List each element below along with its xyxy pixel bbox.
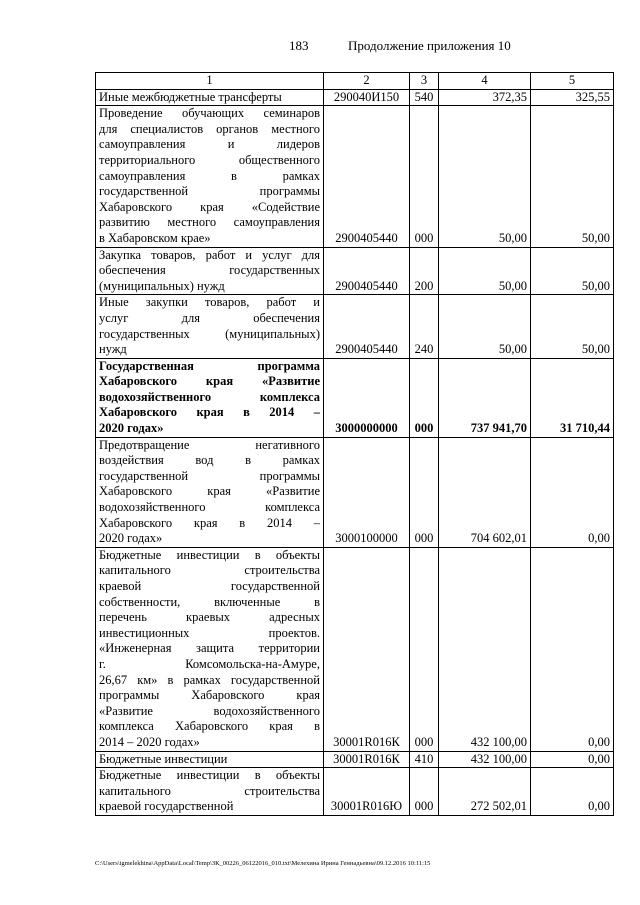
amount-col5-cell: 0,00 bbox=[531, 437, 614, 547]
amount-col5-cell: 50,00 bbox=[531, 247, 614, 295]
amount-col5-cell: 0,00 bbox=[531, 768, 614, 816]
row-name-line: Иные межбюджетные трансферты bbox=[99, 89, 282, 104]
row-name-line: Бюджетные инвестиции в объекты bbox=[99, 768, 320, 783]
row-name-line: государственной программы bbox=[99, 184, 320, 199]
target-item-code-cell: 30001R016К bbox=[324, 751, 410, 768]
row-name-line: Иные закупки товаров, работ и bbox=[99, 295, 320, 310]
row-name-line: (муниципальных) нужд bbox=[99, 278, 225, 293]
amount-col4-cell: 432 100,00 bbox=[439, 751, 531, 768]
row-name-line: г. Комсомольска-на-Амуре, bbox=[99, 656, 320, 671]
expense-type-cell: 000 bbox=[410, 437, 439, 547]
row-name-line: краевой государственной bbox=[99, 579, 320, 593]
table-row bbox=[96, 295, 614, 358]
amount-col5-cell: 50,00 bbox=[531, 106, 614, 247]
row-name-cell bbox=[96, 106, 324, 247]
expense-type-cell: 540 bbox=[410, 89, 439, 106]
column-header: 1 bbox=[96, 73, 324, 90]
row-name-line: Хабаровского края «Развитие bbox=[99, 374, 320, 389]
table-row bbox=[96, 751, 614, 768]
row-name-line: 2020 годах» bbox=[99, 531, 163, 546]
row-name-line: территориального общественного bbox=[99, 152, 320, 167]
target-item-code-cell: 30001R016К bbox=[324, 547, 410, 751]
row-name-line: нужд bbox=[99, 342, 127, 357]
table-row bbox=[96, 106, 614, 247]
row-name-line: Бюджетные инвестиции bbox=[99, 751, 228, 766]
table-row bbox=[96, 247, 614, 295]
table-row bbox=[96, 358, 614, 437]
row-name-line: комплекса Хабаровского края в bbox=[99, 719, 320, 734]
table-row bbox=[96, 437, 614, 547]
row-name-line: 2020 годах» bbox=[99, 421, 164, 436]
target-item-code-cell: 290040И150 bbox=[324, 89, 410, 106]
row-name-cell bbox=[96, 547, 324, 751]
target-item-code-cell: 3000000000 bbox=[324, 358, 410, 437]
row-name-line: в Хабаровском крае» bbox=[99, 230, 211, 245]
row-name-line: Бюджетные инвестиции в объекты bbox=[99, 547, 320, 562]
expense-type-cell: 000 bbox=[410, 358, 439, 437]
row-name-line: капитального строительства bbox=[99, 783, 320, 798]
amount-col4-cell: 372,35 bbox=[439, 89, 531, 106]
amount-col5-cell: 0,00 bbox=[531, 751, 614, 768]
row-name-cell bbox=[96, 437, 324, 547]
row-name-line: воздействия вод в рамках bbox=[99, 453, 320, 468]
row-name-line: Проведение обучающих семинаров bbox=[99, 106, 320, 121]
table-row bbox=[96, 768, 614, 816]
amount-col4-cell: 50,00 bbox=[439, 247, 531, 295]
row-name-line: капитального строительства bbox=[99, 563, 320, 578]
row-name-line: самоуправления и лидеров bbox=[99, 137, 320, 152]
budget-table bbox=[95, 72, 614, 816]
expense-type-cell: 000 bbox=[410, 547, 439, 751]
amount-col5-cell: 50,00 bbox=[531, 295, 614, 358]
row-name-line: для специалистов органов местного bbox=[99, 121, 320, 136]
row-name-line: Хабаровского края в 2014 – bbox=[99, 515, 320, 530]
amount-col5-cell: 31 710,44 bbox=[531, 358, 614, 437]
amount-col4-cell: 432 100,00 bbox=[439, 547, 531, 751]
amount-col4-cell: 50,00 bbox=[439, 295, 531, 358]
page-number: 183 bbox=[289, 38, 309, 53]
file-path-footer: C:\Users\igmelekhina\AppData\Local\Temp\ЗК_00226_06122016_010.txt\Мелехина Ирина Геннадьевна\09.12.2016 10:11:15 bbox=[95, 860, 431, 867]
row-name-line: государственных (муниципальных) bbox=[99, 326, 320, 341]
row-name-cell bbox=[96, 751, 324, 768]
target-item-code-cell: 2900405440 bbox=[324, 106, 410, 247]
column-header: 2 bbox=[324, 73, 410, 90]
amount-col4-cell: 272 502,01 bbox=[439, 768, 531, 816]
row-name-cell bbox=[96, 89, 324, 106]
row-name-line: перечень краевых адресных bbox=[99, 610, 320, 625]
column-header: 5 bbox=[531, 73, 614, 90]
expense-type-cell: 200 bbox=[410, 247, 439, 295]
row-name-line: Предотвращение негативного bbox=[99, 437, 320, 452]
row-name-cell bbox=[96, 295, 324, 358]
target-item-code-cell: 2900405440 bbox=[324, 247, 410, 295]
row-name-line: 26,67 км» в рамках государственной bbox=[99, 672, 320, 687]
row-name-line: Хабаровского края в 2014 – bbox=[99, 405, 320, 420]
expense-type-cell: 000 bbox=[410, 106, 439, 247]
column-header: 4 bbox=[439, 73, 531, 90]
amount-col5-cell: 325,55 bbox=[531, 89, 614, 106]
amount-col4-cell: 50,00 bbox=[439, 106, 531, 247]
row-name-line: обеспечения государственных bbox=[99, 263, 320, 278]
target-item-code-cell: 30001R016Ю bbox=[324, 768, 410, 816]
row-name-line: Хабаровского края «Развитие bbox=[99, 484, 320, 499]
row-name-line: услуг для обеспечения bbox=[99, 310, 320, 325]
row-name-line: развитию местного самоуправления bbox=[99, 215, 320, 230]
row-name-line: водохозяйственного комплекса bbox=[99, 500, 320, 515]
expense-type-cell: 000 bbox=[410, 768, 439, 816]
row-name-cell bbox=[96, 768, 324, 816]
amount-col5-cell: 0,00 bbox=[531, 547, 614, 751]
row-name-cell bbox=[96, 358, 324, 437]
target-item-code-cell: 3000100000 bbox=[324, 437, 410, 547]
row-name-line: Государственная программа bbox=[99, 358, 320, 373]
continuation-title: Продолжение приложения 10 bbox=[348, 38, 511, 53]
row-name-line: 2014 – 2020 годах» bbox=[99, 734, 200, 749]
amount-col4-cell: 704 602,01 bbox=[439, 437, 531, 547]
row-name-line: «Развитие водохозяйственного bbox=[99, 703, 320, 718]
row-name-cell bbox=[96, 247, 324, 295]
row-name-line: водохозяйственного комплекса bbox=[99, 389, 320, 404]
row-name-line: государственной программы bbox=[99, 468, 320, 483]
row-name-line: программы Хабаровского края bbox=[99, 688, 320, 703]
table-row bbox=[96, 547, 614, 751]
table-row bbox=[96, 89, 614, 106]
budget-table-body bbox=[96, 73, 614, 816]
row-name-line: собственности, включенные в bbox=[99, 594, 320, 609]
row-name-line: самоуправления в рамках bbox=[99, 168, 320, 183]
row-name-line: краевой государственной bbox=[99, 799, 234, 814]
amount-col4-cell: 737 941,70 bbox=[439, 358, 531, 437]
expense-type-cell: 410 bbox=[410, 751, 439, 768]
table-header-row bbox=[96, 73, 614, 90]
row-name-line: «Инженерная защита территории bbox=[99, 641, 320, 656]
row-name-line: Закупка товаров, работ и услуг для bbox=[99, 247, 320, 262]
page-header bbox=[0, 38, 640, 56]
row-name-line: инвестиционных проектов. bbox=[99, 625, 320, 640]
row-name-line: Хабаровского края «Содействие bbox=[99, 199, 320, 214]
expense-type-cell: 240 bbox=[410, 295, 439, 358]
column-header: 3 bbox=[410, 73, 439, 90]
target-item-code-cell: 2900405440 bbox=[324, 295, 410, 358]
